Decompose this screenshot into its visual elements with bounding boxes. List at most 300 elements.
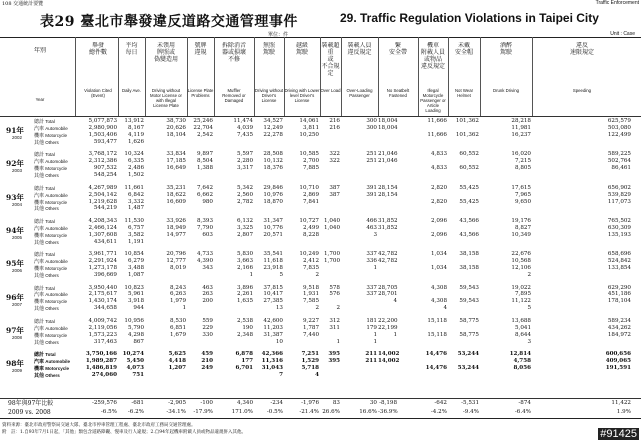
table-cell: 312 [329,317,340,324]
column-header-zh: 號牌 違規 [194,42,207,56]
table-cell: 395 [328,358,340,365]
row-type-label: 汽車 Automobile [34,259,68,266]
row-type-label: 總計 Total [34,318,55,325]
table-cell: 10 [275,338,283,345]
table-cell: 2,261 [236,291,253,298]
table-cell: 867 [133,338,144,345]
table-cell: 38,158 [459,251,479,258]
year-label-roc: 97年 [6,325,24,335]
table-cell: 5,450 [126,358,144,365]
table-cell: 7,835 [302,265,319,272]
table-cell: 1,307,608 [88,231,117,238]
table-cell: 10,274 [122,351,144,358]
table-cell: 434,262 [607,324,631,331]
table-cell: 7,585 [302,298,319,305]
table-cell: 1 [373,338,377,345]
table-cell: 502,764 [607,158,631,165]
table-cell: 1,989,287 [85,358,117,365]
table-cell: 1,430,174 [88,298,117,305]
table-cell: 28,154 [378,184,398,191]
table-cell: 593,477 [93,138,117,145]
table-cell: 1,573,223 [88,331,117,338]
compare-cell: 171.0% [231,409,253,415]
table-cell: 10,250 [299,131,319,138]
table-cell: 409,065 [605,358,631,365]
table-cell: 14,476 [425,365,447,371]
table-cell: 42,782 [378,251,398,258]
table-cell: 1 [373,265,377,272]
table-cell: 11,530 [124,217,144,224]
compare-cell: -2,905 [168,400,186,406]
header-bottom-rule [0,116,641,117]
table-cell: 2,096 [430,217,447,224]
table-cell: 466 [366,217,377,224]
year-label-ad: 2002 [12,135,23,140]
table-cell: 9,227 [302,317,319,324]
table-cell: 31,852 [378,217,398,224]
row-type-label: 總計 Total [34,152,55,159]
table-cell: 1,635 [236,298,253,305]
table-cell: 8,243 [169,284,186,291]
table-cell: 27,385 [263,298,283,305]
column-header-en: Illegal Motorcycle Passenger or Article Loading [420,88,446,113]
table-cell: 10,132 [263,158,283,165]
table-cell: 300 [366,124,377,131]
row-type-label: 汽車 Automobile [34,292,68,299]
table-cell: 181 [366,317,377,324]
table-cell: 21,046 [378,158,398,165]
table-cell: 4,298 [127,331,144,338]
footer-source: 資料來源：臺北市政府警察局交通大隊、臺北市停車管理工程處、臺北市政府工務局交通管理處。 [2,423,196,428]
table-cell: 8,805 [514,165,531,172]
table-cell: 8,056 [513,365,531,371]
row-type-label: 機車 Motorcycle [34,332,68,339]
table-cell: 1,529 [301,358,319,365]
table-cell: 3,768,172 [88,151,117,158]
table-cell: 395 [328,351,340,358]
column-header-zh: 拆除消音 器或損壞 不修 [221,42,246,63]
table-cell: 3,488 [127,265,144,272]
compare-cell: -681 [131,400,144,406]
table-cell: 28,701 [378,291,398,298]
table-cell: 1,034 [430,265,447,272]
table-cell: 1 [336,338,340,345]
table-cell: 10,727 [299,217,319,224]
table-cell: 1,034 [430,251,447,258]
table-cell: 31,043 [261,365,283,371]
table-cell: 59,543 [459,298,479,305]
table-cell: 263 [202,291,213,298]
table-cell: 2,504,142 [88,191,117,198]
table-cell: 117,073 [607,198,631,205]
table-cell: 396,669 [93,272,117,279]
table-cell: 25,246 [193,118,213,124]
table-cell: 2,782 [236,198,253,205]
table-cell: 4,267,989 [88,184,117,191]
table-cell: 6,335 [127,158,144,165]
compare-label-1: 98年與97年比較 [8,400,54,407]
table-cell: 20,796 [166,251,186,258]
table-cell: 576 [329,291,340,298]
table-cell: 7,435 [236,131,253,138]
top-right-label: Traffic Enforcement [595,0,639,6]
table-cell: 178,104 [607,298,631,305]
table-cell: 3,811 [302,124,319,131]
table-cell: 216 [329,124,340,131]
table-cell: 18,004 [378,118,398,124]
year-label-ad: 2005 [12,234,23,240]
stub-header-zh: 年別 [33,47,46,54]
table-cell: 18,870 [263,198,283,205]
column-header-en: Muffler Removed or Damaged [222,88,246,103]
table-cell: 1,931 [302,291,319,298]
compare-cell: -1,976 [301,400,319,406]
table-cell: 10,324 [124,151,144,158]
row-type-label: 機車 Motorcycle [34,199,68,206]
compare-cell: 1.9% [616,409,631,415]
row-type-label: 汽車 Automobile [34,125,68,132]
year-label-ad: 2003 [12,168,23,174]
column-header-zh: 舉發 總件數 [88,42,107,56]
table-cell: 28,218 [511,118,531,124]
year-label-roc: 96年 [6,292,24,302]
table-cell: 6,662 [196,191,213,198]
table-cell: 391 [366,191,377,198]
table-cell: 22,704 [193,124,213,131]
table-cell: 336 [366,258,377,265]
table-cell: 15,118 [427,317,447,324]
compare-bottom-rule [0,418,641,419]
table-cell: 7,215 [514,158,531,165]
table-cell: 2 [336,305,340,312]
table-cell: 29,846 [263,184,283,191]
table-cell: 4,758 [513,358,531,365]
table-cell: 42,600 [263,317,283,324]
table-cell: 35,231 [166,184,186,191]
compare-cell: 16.6% [359,409,377,415]
table-cell: 12,777 [166,258,186,265]
column-header-zh: 未戴 安全帽 [454,42,473,56]
table-cell: 658,696 [607,251,631,258]
table-cell: 33,834 [166,151,186,158]
table-cell: 4,308 [430,298,447,305]
table-cell: 16,020 [511,151,531,158]
column-header-zh: 平均 每日 [125,42,138,56]
compare-label-2: 2009 vs. 2008 [8,409,51,416]
table-cell: 322 [329,158,340,165]
table-cell: 544,219 [93,205,117,212]
column-header-en: Drunk Driving [492,88,520,93]
column-header-en: Violation Cited (Event) [84,88,112,98]
table-cell: 9,650 [514,198,531,205]
table-cell: 58,775 [459,331,479,338]
table-cell: 387 [329,184,340,191]
compare-cell: -642 [434,400,447,406]
compare-cell: -6.2% [127,409,144,415]
table-cell: 7,251 [301,351,319,358]
table-cell: 177 [241,358,253,365]
table-cell: 17,185 [166,158,186,165]
table-cell: 603 [202,231,213,238]
table-cell: 5,718 [301,365,319,371]
table-cell: 8,530 [169,317,186,324]
table-cell: 2,700 [302,158,319,165]
table-cell: 2 [315,272,319,279]
table-cell: 122,499 [607,131,631,138]
compare-cell: 83 [332,400,340,406]
table-cell: 630,309 [607,224,631,231]
row-type-label: 其他 Others [34,372,60,379]
table-cell: 589,234 [607,317,631,324]
table-cell: 4,208,343 [88,217,117,224]
row-type-label: 總計 Total [34,119,55,125]
year-label-roc: 93年 [6,192,24,202]
table-cell: 16,609 [166,198,186,205]
table-cell: 463 [202,284,213,291]
table-cell: 5,961 [127,291,144,298]
table-cell: 1,040 [323,224,340,231]
table-cell: 578 [329,284,340,291]
table-cell: 7,440 [302,331,319,338]
table-cell: 524,842 [607,258,631,265]
table-cell: 12,249 [263,124,283,131]
table-cell: 191,591 [605,365,631,371]
table-cell: 10,349 [511,231,531,238]
table-cell: 2,820 [430,184,447,191]
compare-cell: -34.1% [166,409,186,415]
row-type-label: 汽車 Automobile [34,192,68,199]
table-cell: 7,885 [302,165,319,172]
table-cell: 1,979 [169,298,186,305]
table-cell: 4,009,742 [88,317,117,324]
table-cell: 6,701 [235,365,253,371]
table-cell: 59,543 [459,284,479,291]
table-cell: 2,466,124 [88,224,117,231]
table-cell: 43,566 [459,231,479,238]
table-cell: 6,842 [127,191,144,198]
table-cell: 22,199 [378,324,398,331]
table-cell: 23,918 [263,265,283,272]
table-cell: 3,317 [236,165,253,172]
compare-cell: 4,340 [236,400,253,406]
column-header-en: Driving with Lower level Driver's License [284,88,320,103]
table-cell: 16,649 [166,165,186,172]
table-cell: 1,700 [323,251,340,258]
table-cell: 1 [393,331,397,338]
table-cell: 625,579 [607,118,631,124]
table-cell: 53,244 [457,351,479,358]
table-cell: 4,039 [236,124,253,131]
column-header-en: Speeding [572,88,592,93]
table-cell: 751 [132,371,144,378]
table-cell: 22,676 [511,251,531,258]
table-cell: 9,897 [196,151,213,158]
table-cell: 229 [202,324,213,331]
table-cell: 8,504 [196,158,213,165]
table-cell: 1,487 [127,205,144,212]
table-cell: 10,956 [124,317,144,324]
table-cell: 322 [329,151,340,158]
table-cell: 11,981 [511,124,531,131]
year-label-roc: 92年 [6,159,24,169]
table-cell: 11,474 [233,118,253,124]
table-cell: 184,972 [607,331,631,338]
table-cell: 3,950,440 [88,284,117,291]
table-cell: 391 [366,184,377,191]
row-type-label: 汽車 Automobile [34,159,68,166]
table-cell: 3,896 [236,284,253,291]
table-cell: 5,041 [514,324,531,331]
table-cell: 1,679 [169,331,186,338]
title-en: 29. Traffic Regulation Violations in Taipei City [340,11,599,25]
column-header-en: Not Wear Helmet [454,88,474,98]
table-cell: 1,486,819 [85,365,117,371]
table-cell: 4 [393,298,397,305]
table-cell: 14,476 [425,351,447,358]
table-cell: 4,390 [196,258,213,265]
year-label-ad: 2008 [12,334,23,340]
table-cell: 7,895 [514,291,531,298]
row-type-label: 總計 Total [34,352,56,359]
compare-cell: 26.6% [322,409,340,415]
compare-cell: -21.4% [299,409,319,415]
table-cell: 274,060 [91,371,117,378]
row-type-label: 機車 Motorcycle [34,166,68,173]
table-cell: 86,461 [611,165,631,172]
table-cell: 11,203 [263,324,283,331]
table-cell: 18,004 [378,124,398,131]
compare-cell: -0.5% [266,409,283,415]
table-cell: 1,503,406 [88,131,117,138]
table-cell: 6,263 [169,291,186,298]
data-bottom-rule [0,398,641,399]
table-cell: 4,833 [430,151,447,158]
compare-cell: -36.9% [378,409,398,415]
row-type-label: 其他 Others [34,239,59,246]
table-cell: 311 [329,324,340,331]
table-cell: 55,425 [459,184,479,191]
table-cell: 4,733 [196,251,213,258]
table-cell: 5 [527,305,531,312]
year-label-ad: 2009 [12,368,23,374]
table-cell: 6,279 [127,258,144,265]
table-cell: 37,815 [263,284,283,291]
year-label-roc: 95年 [6,259,24,269]
column-header-zh: 酒醉 駕駛 [499,42,512,56]
table-cell: 216 [329,118,340,124]
table-cell: 42,782 [378,258,398,265]
row-type-label: 其他 Others [34,339,59,346]
table-cell: 2 [315,305,319,312]
table-cell: 2,538 [236,317,253,324]
table-cell: 8,644 [514,331,531,338]
year-label-roc: 91年 [6,126,24,135]
column-header-en: Driving without Driver's License [254,88,284,103]
table-cell: 7,790 [196,224,213,231]
table-cell: 1,207 [168,365,186,371]
table-cell: 10,568 [511,258,531,265]
compare-cell: -100 [200,400,213,406]
table-cell: 11,122 [511,298,531,305]
table-cell: 3,918 [127,298,144,305]
compare-cell: 11,422 [611,400,631,406]
unit-zh: 單位：件 [268,32,289,38]
table-cell: 4,308 [430,284,447,291]
table-cell: 2,499 [302,224,319,231]
table-cell: 5 [279,272,283,279]
table-cell: 4,119 [127,131,144,138]
row-type-label: 其他 Others [34,206,59,213]
table-cell: 337 [366,284,377,291]
column-header-en: Over-Loading Passenger [346,88,373,98]
table-cell: 5,342 [236,184,253,191]
table-cell: 28,508 [263,151,283,158]
row-type-label: 汽車 Automobile [34,225,68,232]
table-cell: 1 [182,305,186,312]
table-cell: 12,106 [511,265,531,272]
row-type-label: 總計 Total [34,252,55,259]
compare-cell: -5,531 [461,400,479,406]
table-cell: 34,527 [263,118,283,124]
table-cell: 2 [527,272,531,279]
table-cell: 6,851 [169,324,186,331]
table-cell: 42,366 [261,351,283,358]
table-cell: 7,965 [514,191,531,198]
compare-cell: -874 [518,400,531,406]
year-label-ad: 2006 [12,268,23,274]
column-header-zh: 違反 速限規定 [569,42,594,56]
table-cell: 5,830 [236,251,253,258]
table-cell: 35,541 [263,251,283,258]
table-cell: 503,080 [607,124,631,131]
table-cell: 980 [202,198,213,205]
table-cell: 2,412 [302,258,319,265]
table-cell: 907,532 [93,165,117,172]
column-header-en: No Seatbelt Fastened [386,88,410,98]
table-cell: 211 [365,351,377,358]
table-cell: 944 [133,305,144,312]
compare-cell: 30 [369,400,377,406]
table-cell: 344,658 [93,305,117,312]
table-cell: 434,611 [93,238,117,245]
table-cell: 31,852 [378,224,398,231]
table-cell: 8,827 [514,224,531,231]
table-cell: 31,347 [263,217,283,224]
column-header-zh: 裝載超重 或 不合規定 [321,42,340,77]
title-zh: 表29 臺北市舉發違反道路交通管理事件 [40,14,298,30]
table-cell: 20,571 [263,231,283,238]
year-label-roc: 98年 [6,359,24,369]
watermark: #91425 [600,428,637,440]
table-cell: 4,833 [430,165,447,172]
table-cell: 10,710 [299,184,319,191]
table-cell: 3 [373,231,377,238]
table-cell: 60,552 [459,165,479,172]
table-cell: 7 [279,371,283,378]
table-cell: 337 [366,291,377,298]
table-cell: 251 [366,151,377,158]
column-header-zh: 未領用 牌照或 偽變造用 [153,42,178,63]
table-cell: 210 [201,358,213,365]
table-cell: 3,961,771 [88,251,117,258]
column-header-zh: 機車 附載人員 或物品 違反規定 [420,42,445,70]
table-cell: 559 [202,317,213,324]
table-cell: 31,387 [263,331,283,338]
row-type-label: 機車 Motorcycle [34,299,68,306]
table-cell: 2,175,617 [88,291,117,298]
table-cell: 190 [242,324,253,331]
row-type-label: 機車 Motorcycle [34,266,68,273]
